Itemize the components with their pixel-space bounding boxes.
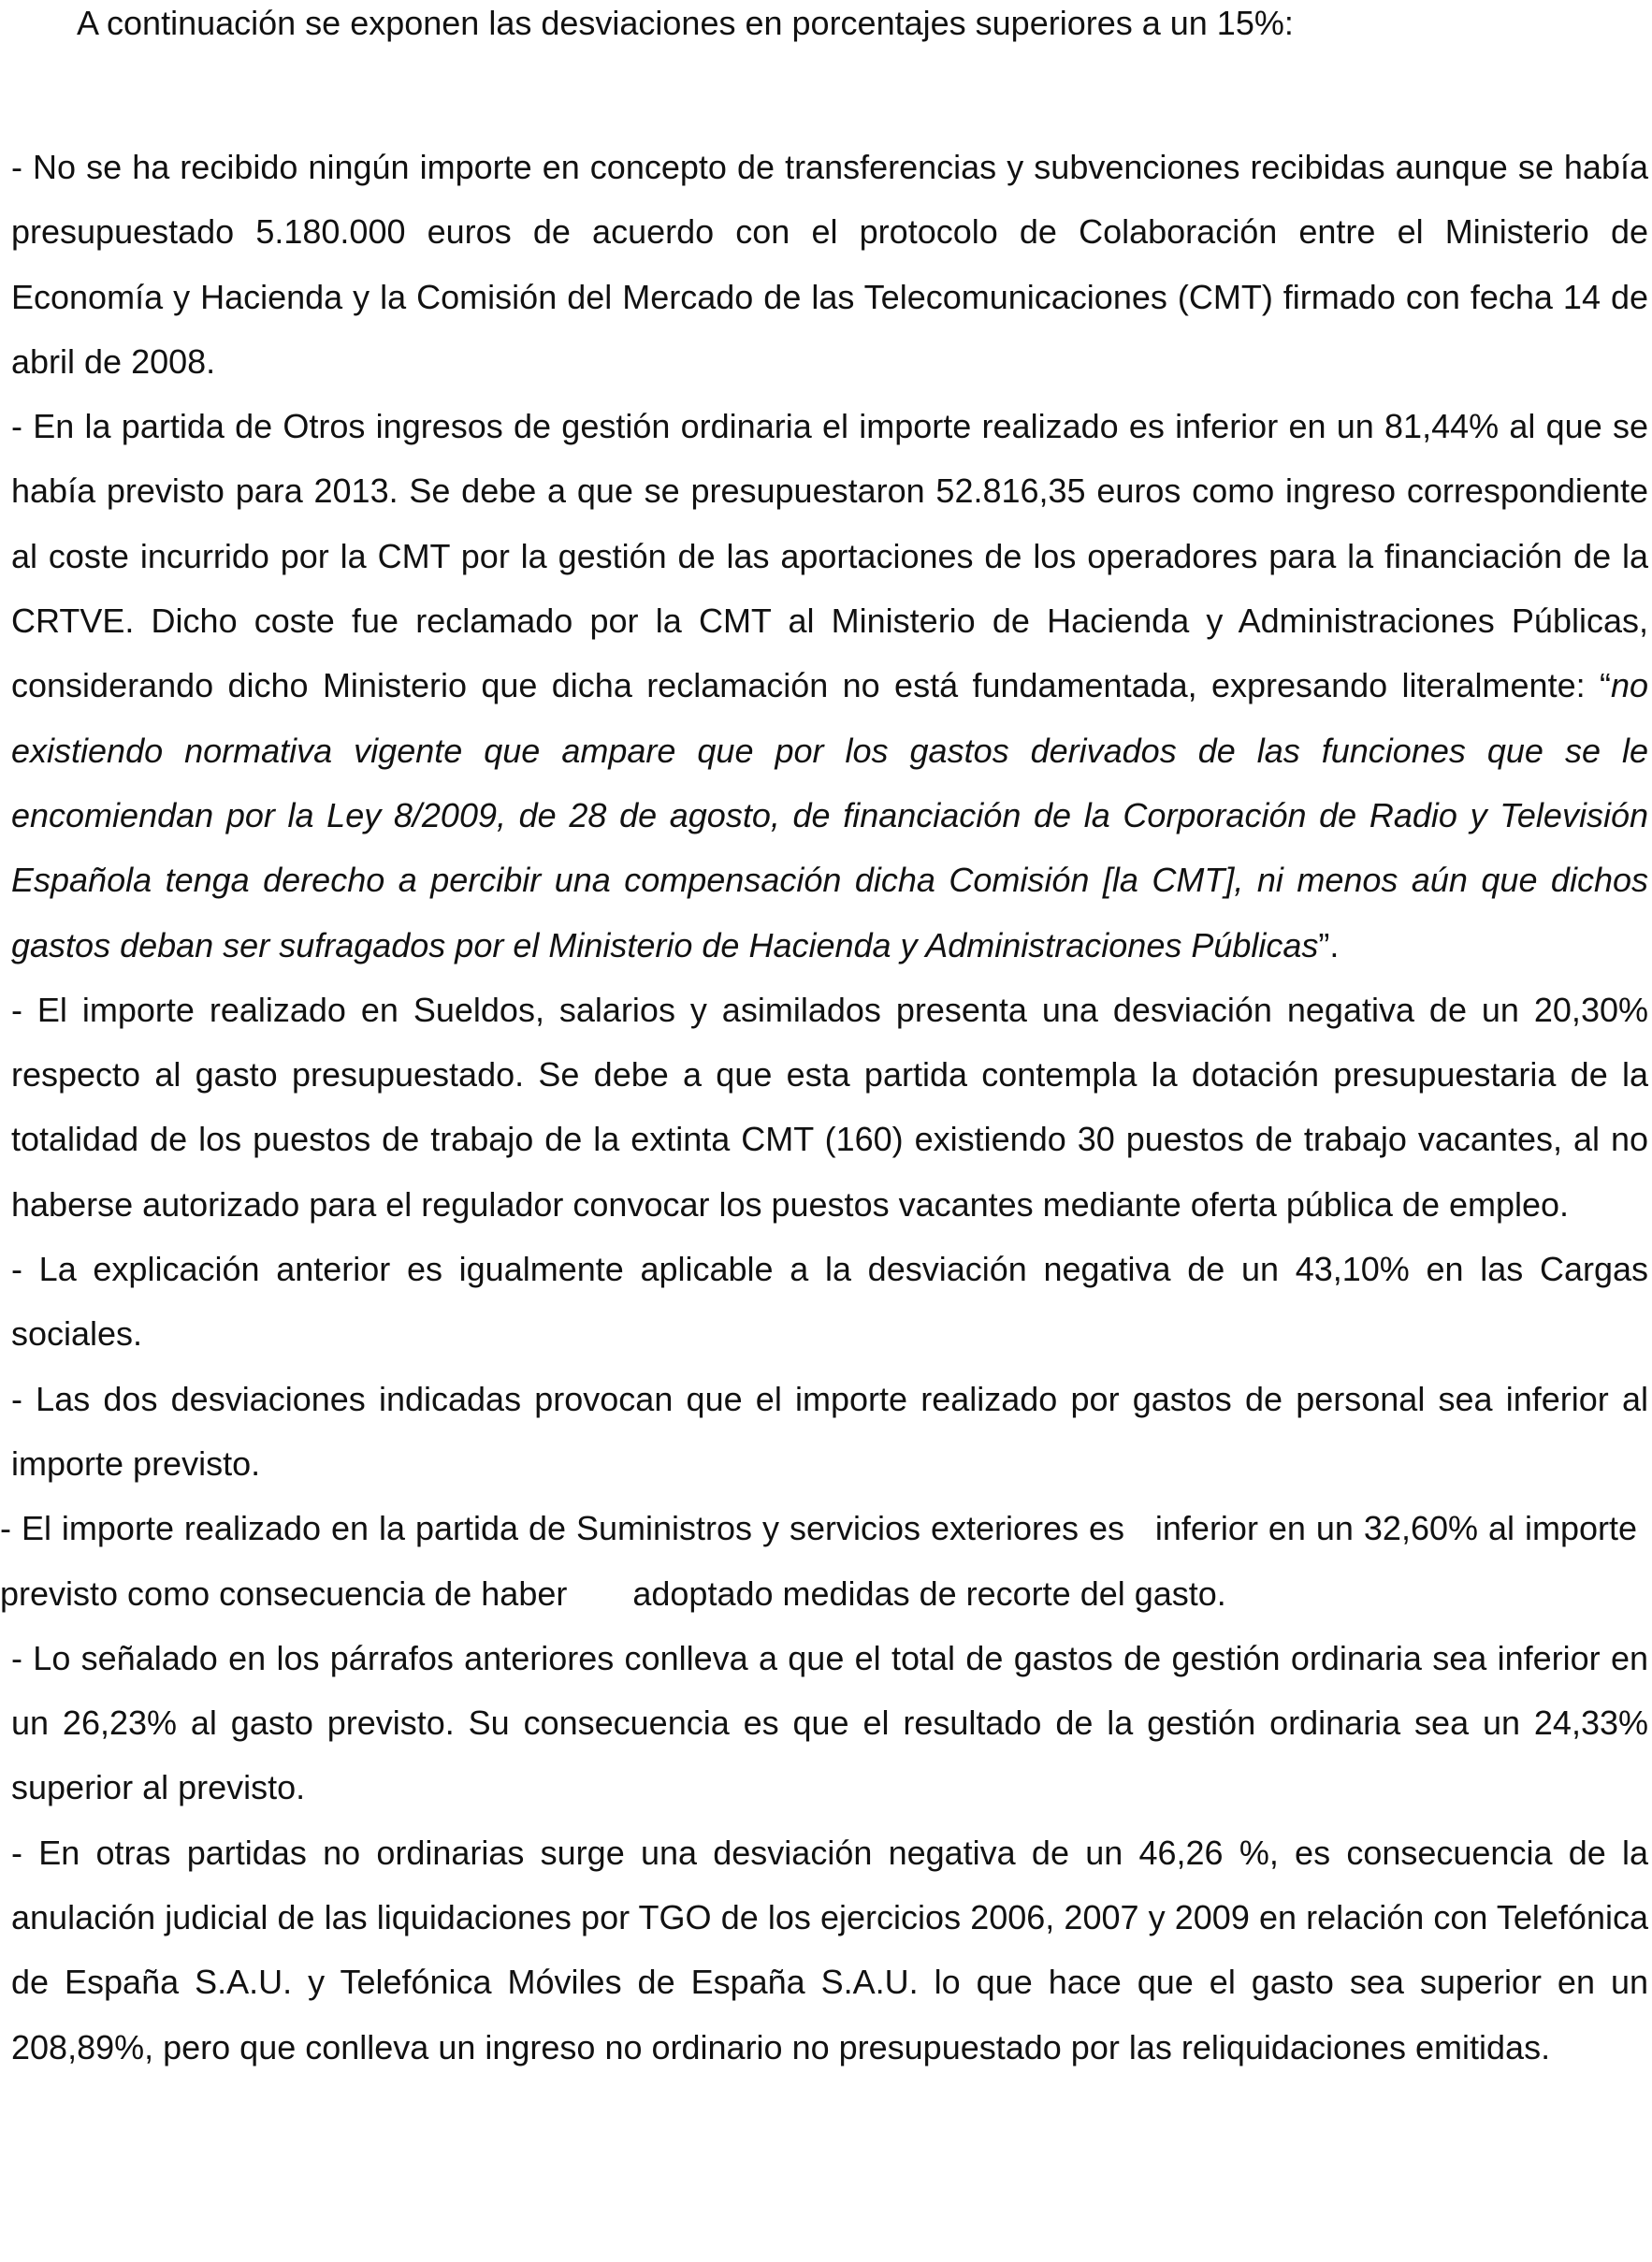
- paragraph-transfers: - No se ha recibido ningún importe en concepto de transferencias y subvenciones recibidas aunque se había presupuestado 5.180.000 euros de acuerdo con el protocolo de Colaboración entre el Ministerio de Economía y Hacienda y la Comisión del Mercado de las Telecomunicaciones (CMT) firmado con fecha 14 de abril de 2008.: [11, 148, 1648, 381]
- paragraph-social-charges: - La explicación anterior es igualmente aplicable a la desviación negativa de un 43,10% en las Cargas sociales.: [11, 1250, 1648, 1354]
- intro-sentence: A continuación se exponen las desviaciones en porcentajes superiores a un 15%:: [77, 4, 1294, 42]
- paragraph-personnel-costs: - Las dos desviaciones indicadas provocan que el importe realizado por gastos de personal sea inferior al importe previsto.: [11, 1379, 1648, 1483]
- paragraph-other-income: [11, 394, 1648, 978]
- paragraph-salaries: - El importe realizado en Sueldos, salarios y asimilados presenta una desviación negativa de un 20,30% respecto al gasto presupuestado. Se debe a que esta partida contempla la dotación presupuestaria de la totalidad de los puestos de trabajo de la extinta CMT (160) existiendo 30 puestos de trabajo vacantes, al no haberse autorizado para el regulador convocar los puestos vacantes mediante oferta pública de empleo.: [11, 990, 1648, 1224]
- paragraph-other-income-text: - En la partida de Otros ingresos de gestión ordinaria el importe realizado es inferior en un 81,44% al que se había previsto para 2013. Se debe a que se presupuestaron 52.816,35 euros como ingreso correspondiente al coste incurrido por la CMT por la gestión de las aportaciones de los operadores para la financiación de la CRTVE. Dicho coste fue reclamado por la CMT al Ministerio de Hacienda y Administraciones Públicas, considerando dicho Ministerio que dicha reclamación no está fundamentada, expresando literalmente: “: [11, 407, 1648, 705]
- deviations-list: [0, 135, 1648, 2080]
- paragraph-non-ordinary: - En otras partidas no ordinarias surge una desviación negativa de un 46,26 %, es consecuencia de la anulación judicial de las liquidaciones por TGO de los ejercicios 2006, 2007 y 2009 en relación con Telefónica de España S.A.U. y Telefónica Móviles de España S.A.U. lo que hace que el gasto sea superior en un 208,89%, pero que conlleva un ingreso no ordinario no presupuestado por las reliquidaciones emitidas.: [11, 1833, 1648, 2066]
- paragraph-supplies: - El importe realizado en la partida de Suministros y servicios exteriores es inferior en un 32,60% al importe previsto como consecuencia de haber adoptado medidas de recorte del gasto.: [0, 1509, 1647, 1613]
- paragraph-ordinary-management: - Lo señalado en los párrafos anteriores conlleva a que el total de gastos de gestión ordinaria sea inferior en un 26,23% al gasto previsto. Su consecuencia es que el resultado de la gestión ordinaria sea un 24,33% superior al previsto.: [11, 1638, 1648, 1807]
- quote-close: ”.: [1318, 925, 1340, 964]
- legal-quote: no existiendo normativa vigente que ampare que por los gastos derivados de las funciones que se le encomiendan por la Ley 8/2009, de 28 de agosto, de financiación de la Corporación de Radio y Televisión Española tenga derecho a percibir una compensación dicha Comisión [la CMT], ni menos aún que dichos gastos deban ser sufragados por el Ministerio de Hacienda y Administraciones Públicas: [11, 666, 1648, 964]
